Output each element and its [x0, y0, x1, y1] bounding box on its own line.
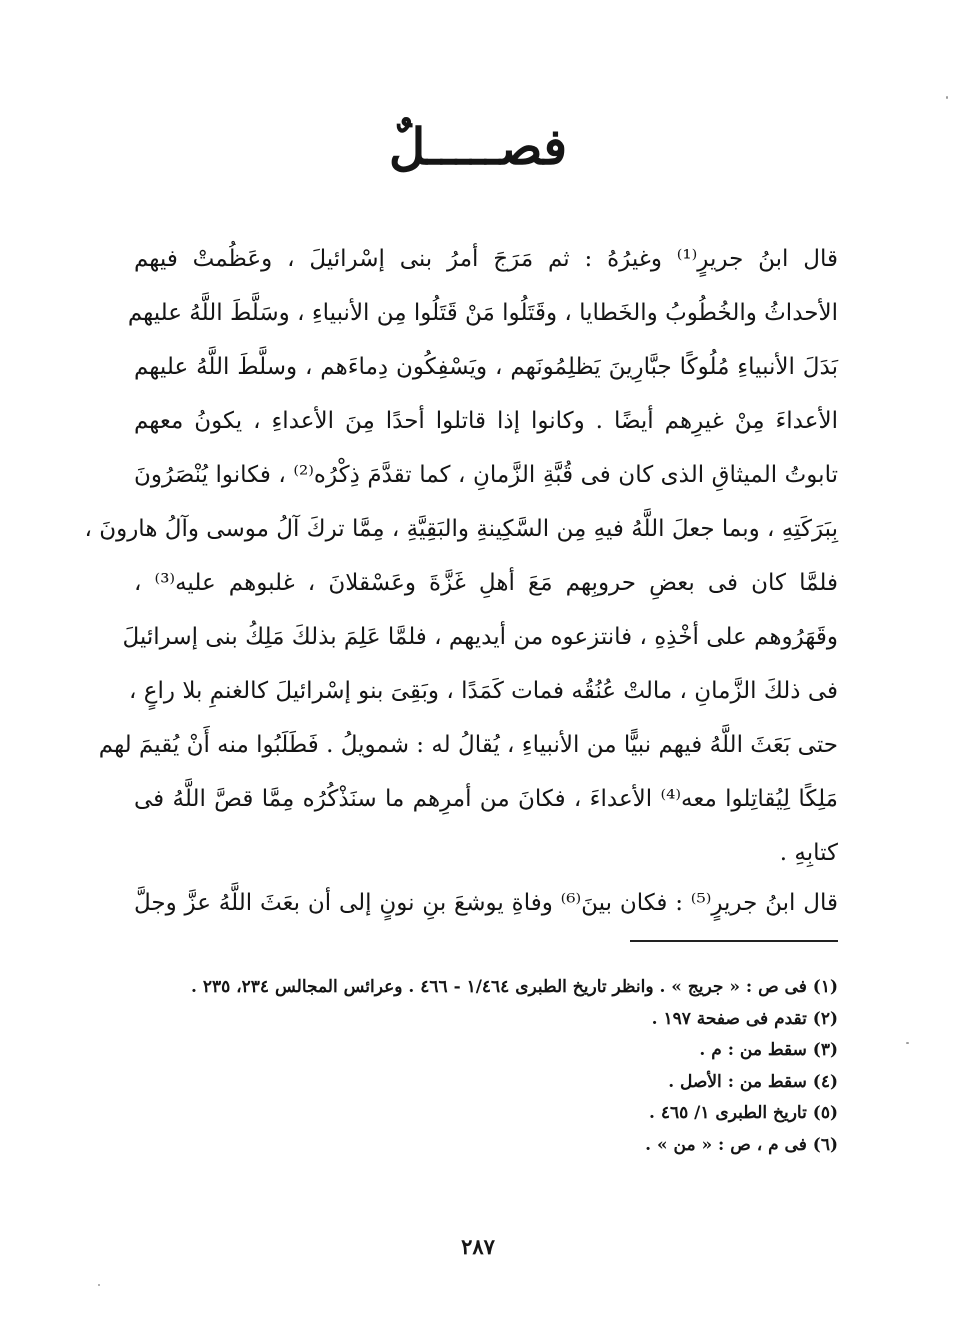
footnote: (٦) فى م ، ص : « من » . [645, 1134, 838, 1155]
main-paragraph [84, 232, 838, 880]
text-line: وقَهَرُوهم على أخْذِهِ ، فانتزعوه من أيديهم ، فلمَّا عَلِمَ بذلكَ مَلِكُ بنى إسرائيلَ [122, 624, 838, 650]
text-line: بَدَلَ الأنبياءِ مُلُوكًا جبَّارِينَ يَظلِمُونَهم ، ويَسْفِكُون دِماءَهم ، وسلَّطَ اللَّهُ عليهم [134, 354, 838, 380]
text-line: حتى بَعَثَ اللَّهُ فيهم نبيًّا من الأنبياءِ ، يُقالُ له : شمويلُ . فَطَلَبُوا منه أَنْ يُقيمَ لهم [98, 732, 838, 758]
second-paragraph [134, 876, 838, 930]
text-line: بِبَرَكَتِهِ ، وبما جعلَ اللَّهُ فيهِ مِن السَّكِينةِ والبَقِيَّةِ ، مِمَّا تركَ آلُ موسى وآلُ هارونَ ، [84, 516, 838, 542]
text-line: تابوتُ الميثاقِ الذى كان فى قُبَّةِ الزَّمانِ ، كما تقدَّمَ ذِكْرُه⁽²⁾ ، فكانوا يُنْصَرُونَ [134, 462, 838, 488]
footnote: (٤) سقط من : الأصل . [668, 1071, 838, 1092]
scan-speck [946, 96, 948, 99]
text-line: فى ذلكَ الزَّمانِ ، مالتْ عُنُقُه فمات كَمَدًا ، وبَقِىَ بنو إسْرائيلَ كالغنمِ بلا راعٍ ، [129, 678, 838, 704]
footnote-divider [630, 940, 838, 942]
page-number: ٢٨٧ [461, 1234, 495, 1259]
text-line: الأعداءَ مِنْ غيرِهم أيضًا . وكانوا إذا قاتلوا أحدًا مِنَ الأعداءِ ، يكونُ معهم [134, 408, 838, 434]
text-line: فلمَّا كان فى بعضِ حروبِهم مَعَ أهلِ غَزَّةَ وعَسْقلانَ ، غلبوهم عليه⁽³⁾ ، [134, 570, 838, 596]
footnote: (١) فى ص : « جريج » . وانظر تاريخ الطبرى ١/٤٦٤ - ٤٦٦ . وعرائس المجالس ٢٣٤، ٢٣٥ . [190, 977, 838, 997]
footnote: (٢) تقدم فى صفحة ١٩٧ . [651, 1008, 838, 1029]
text-line: قال ابنُ جريرٍ⁽⁵⁾ : فكان بينَ⁽⁶⁾ وفاةِ يوشعَ بنِ نونٍ إلى أن بعَثَ اللَّهُ عزَّ وجلَّ [134, 890, 838, 916]
chapter-heading: فصـــــلٌ [388, 117, 568, 176]
footnote: (٣) سقط من : م . [699, 1040, 838, 1060]
scan-speck [98, 1284, 100, 1286]
footnotes [134, 972, 838, 1161]
scan-speck [906, 1042, 909, 1044]
footnote: (٥) تاريخ الطبرى ١/ ٤٦٥ . [648, 1103, 838, 1123]
text-line: مَلِكًا لِيُقاتِلوا معه⁽⁴⁾ الأعداءَ ، فكانَ من أمرِهم ما سنَذْكُرُه مِمَّا قصَّ اللَّهُ فى [134, 786, 838, 812]
text-line: كتابِهِ . [779, 840, 838, 866]
text-line: قال ابنُ جريرٍ⁽¹⁾ وغيرُهُ : ثم مَرَجَ أمرُ بنى إسْرائيلَ ، وعَظُمتْ فيهم [134, 246, 838, 272]
text-line: الأحداثُ والخُطُوبُ والخَطايا ، وقَتَلُوا مَنْ قَتَلُوا مِن الأنبياءِ ، وسَلَّطَ اللَّهُ عليهم [127, 300, 838, 326]
